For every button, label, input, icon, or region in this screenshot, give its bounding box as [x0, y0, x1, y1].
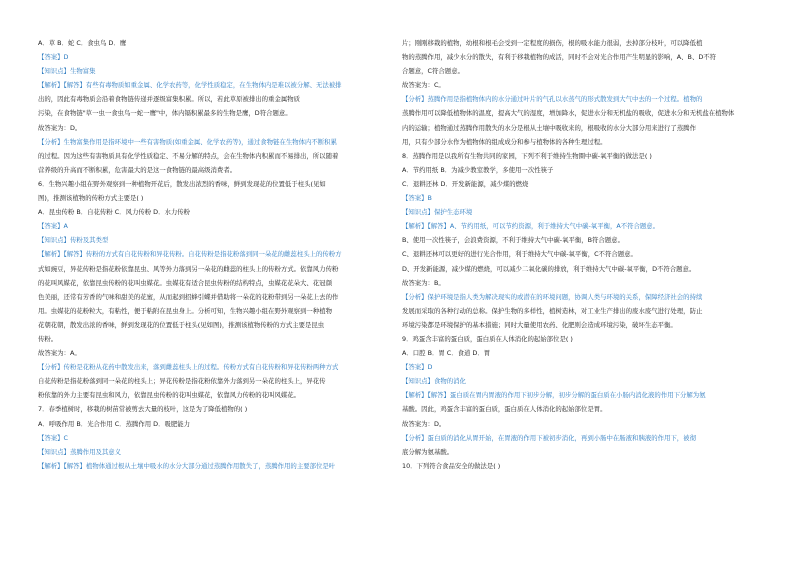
left-column	[38, 36, 394, 473]
text-line: 10．下列符合食品安全的做法是( )	[402, 461, 501, 470]
text-line: 花朝花朝，散发出浓的香味，鲜到发现花的位置低于柱头(见如图)，推测该植物传粉的方式主要是昆虫	[38, 320, 325, 329]
text-line: 【知识点】传粉及其类型	[38, 236, 109, 245]
text-line: 7．春季植树时，移栽的树苗常被剪去大量的枝叶，这是为了降低植物的( )	[38, 405, 248, 414]
text-line: 【分析】蒸腾作用是指植物体内的水分通过叶片的气孔以水蒸气的形式散发到大气中去的一个过程。植物的	[402, 95, 703, 104]
text-line: 故答案为：D。	[402, 419, 446, 428]
text-line: 营养级的升高而不断积累，危害最大的是这一食物链的最高级消费者。	[38, 165, 237, 174]
text-line: 【答案】D	[402, 363, 433, 372]
text-line: 片；刚刚移栽的植物，幼根和根毛会受到一定程度的损伤，根的吸水能力很弱，去掉部分枝叶，可以降低植	[402, 39, 703, 47]
text-line: 出的，因此有毒物质会沿着食物链传递并逐级富集积累。所以，若此草原被排出的重金属物质	[38, 95, 301, 104]
text-line: C．退耕还林 D．开发新能源，减少煤的燃烧	[402, 179, 529, 188]
text-line: 【答案】A	[38, 222, 68, 231]
text-line: 【解析】【解答】有些有毒物质如重金属、化学农药等，化学性质稳定，在生物体内是难以被分解、无法被排	[38, 81, 342, 90]
text-line: 的过程。因为这些有害物质具有化学性质稳定、不易分解的特点，会在生物体内积累而不易排出，所以随着	[38, 151, 339, 160]
text-line: 发展而采取的各种行动的总称。保护生物的多样性，植树造林，对工业生产排出的废水废气进行处理，防止	[402, 306, 703, 315]
text-line: 污染，在食物链"草一虫一食虫鸟一蛇一鹰"中，体内镉积累最多的生物是鹰，D符合题意。	[38, 109, 292, 118]
text-line: 环境污染都是环境保护的基本措施；同时大量使用农药、化肥则会造成环境污染，破坏生态平衡。	[402, 320, 677, 329]
text-line: 故答案为：B。	[402, 278, 445, 287]
text-line: 【分析】保护环境是指人类为解决现实的或潜在的环境问题，协调人类与环境的关系，保障经济社会的持续	[402, 292, 703, 301]
text-line: 粉依靠的外力主要有昆虫和风力，依靠昆虫传粉的花叫虫媒花，依靠风力传粉的花叫风媒花。	[38, 391, 301, 400]
text-line: A．节约用纸 B．为减少教室教学，多使用一次性筷子	[402, 165, 554, 174]
text-line: 【知识点】蒸腾作用及其意义	[38, 447, 122, 456]
text-line: 【知识点】食物的消化	[402, 377, 466, 386]
text-line: C、退耕还林可以更好的进行光合作用，利于维持大气中碳-氧平衡，C不符合题意。	[402, 250, 637, 259]
text-line: 的花叫风媒花，依靠昆虫传粉的花叫虫媒花。虫媒花有适合昆虫传粉的结构特点，虫媒花花朵大、花冠颜	[38, 278, 332, 287]
text-line: A．呼吸作用 B．光合作用 C．蒸腾作用 D．吸肥能力	[38, 419, 191, 428]
text-line: A．草 B．蛇 C．食虫鸟 D．鹰	[38, 39, 127, 47]
text-line: 【答案】D	[38, 53, 69, 62]
text-line: 自花传粉是指花粉落到同一朵花的柱头上；异花传粉是指花粉依靠外力落到另一朵花的柱头上，异花传	[38, 377, 326, 386]
text-line: 用。虫媒花的花粉粒大，有粘性，便于粘附在昆虫身上。分析可知，生物兴趣小组在野外观察到一种植物	[38, 306, 332, 315]
text-line: 9．鸡蛋含丰富的蛋白质，蛋白质在人体消化的起始部位是( )	[402, 334, 573, 343]
text-line: 合题意，C符合题意。	[402, 67, 464, 76]
text-line: 物的蒸腾作用，减少水分的散失，有利于移栽植物的成活，同时不会对光合作用产生明显的影响，A、B、D不符	[402, 53, 717, 62]
text-line: 8．蒸腾作用是以我所有生物共同的家园，下列不利于维持生物圈中碳-氧平衡的做法是( )	[402, 151, 652, 160]
text-line: 内的运输；植物通过蒸腾作用散失的水分是根从土壤中吸收来的，根吸收的水分大部分用来进行了蒸腾作	[402, 123, 696, 132]
text-line: 式如豌豆，异花传粉是指花粉依靠昆虫、风等外力落到另一朵花的雌蕊的柱头上的传粉方式。依靠风力传粉	[38, 264, 339, 273]
text-line: B、使用一次性筷子，会浪费资源，不利于维持大气中碳-氧平衡，B符合题意。	[402, 236, 624, 245]
text-line: A．口腔 B．胃 C．食道 D．胃	[402, 349, 491, 358]
text-line: 【分析】蛋白质的消化从胃开始，在胃液的作用下被初步消化，再到小肠中在肠液和胰液的作用下，被彻	[402, 433, 696, 442]
text-line: 6．生物兴趣小组在野外观察到一种植物开花后，散发出浓烈的香味，鲜到发现花的位置低于柱头(见如	[38, 179, 326, 188]
text-line: 【分析】生物富集作用是指环境中一些有害物质(如重金属、化学农药等)，通过食物链在生物体内不断积累	[38, 137, 337, 146]
right-column	[402, 36, 758, 473]
text-line: 【知识点】生物富集	[38, 67, 96, 76]
text-line: 底分解为氨基酸。	[402, 447, 454, 456]
text-line: 故答案为：C。	[402, 81, 445, 90]
text-line: 【解析】【解答】植物体通过根从土壤中吸水的水分大部分通过蒸腾作用散失了，蒸腾作用的主要部位是叶	[38, 461, 336, 470]
text-line: 故答案为：D。	[38, 123, 82, 132]
text-line: 【解析】【解答】蛋白质在胃内胃液的作用下初步分解，初步分解的蛋白质在小肠内消化液的作用下分解为氨	[402, 391, 706, 400]
text-line: 故答案为：A。	[38, 349, 81, 358]
text-line: 图)，推测该植物的传粉方式主要是( )	[38, 194, 144, 203]
text-line: A．昆虫传粉 B．自花传粉 C．风力传粉 D．水力传粉	[38, 208, 191, 217]
text-line: 【解析】【解答】A、节约用纸，可以节约资源，利于维持大气中碳-氧平衡，A不符合题意。	[402, 222, 660, 231]
text-line: 【答案】B	[402, 194, 432, 203]
text-line: 基酸。因此，鸡蛋含丰富的蛋白质，蛋白质在人体消化的起始部位是胃。	[402, 405, 607, 414]
text-line: 用，只有少部分水作为植物体的组成成分和参与植物体的各种生理过程。	[402, 137, 607, 146]
text-line: 【解析】【解答】传粉的方式有自花传粉和异花传粉。自花传粉是指花粉落到同一朵花的雌蕊柱头上的传粉方	[38, 250, 342, 259]
text-line: 【知识点】保护生态环境	[402, 208, 473, 217]
text-line: 传粉。	[38, 334, 58, 343]
text-line: 蒸腾作用可以降低植物体的温度，提高大气的湿度，增加降水，促进水分和无机盐的吸收，促进水分和无机盐在植物体	[402, 109, 735, 118]
text-line: 【分析】传粉是花粉从花药中散发出来，落到雌蕊柱头上的过程。传粉方式有自花传粉和异花传粉两种方式	[38, 363, 339, 372]
text-line: 色美丽，还常有芳香的气味和甜美的花蜜，从而起到招蜂引蝶并借助将一朵花的花粉带到另一朵花上去的作	[38, 292, 339, 301]
text-line: 【答案】C	[38, 433, 69, 442]
text-line: D、开发新能源，减少煤的燃烧，可以减少二氧化碳的排放，利于维持大气中碳-氧平衡，D不符合题意。	[402, 264, 696, 273]
